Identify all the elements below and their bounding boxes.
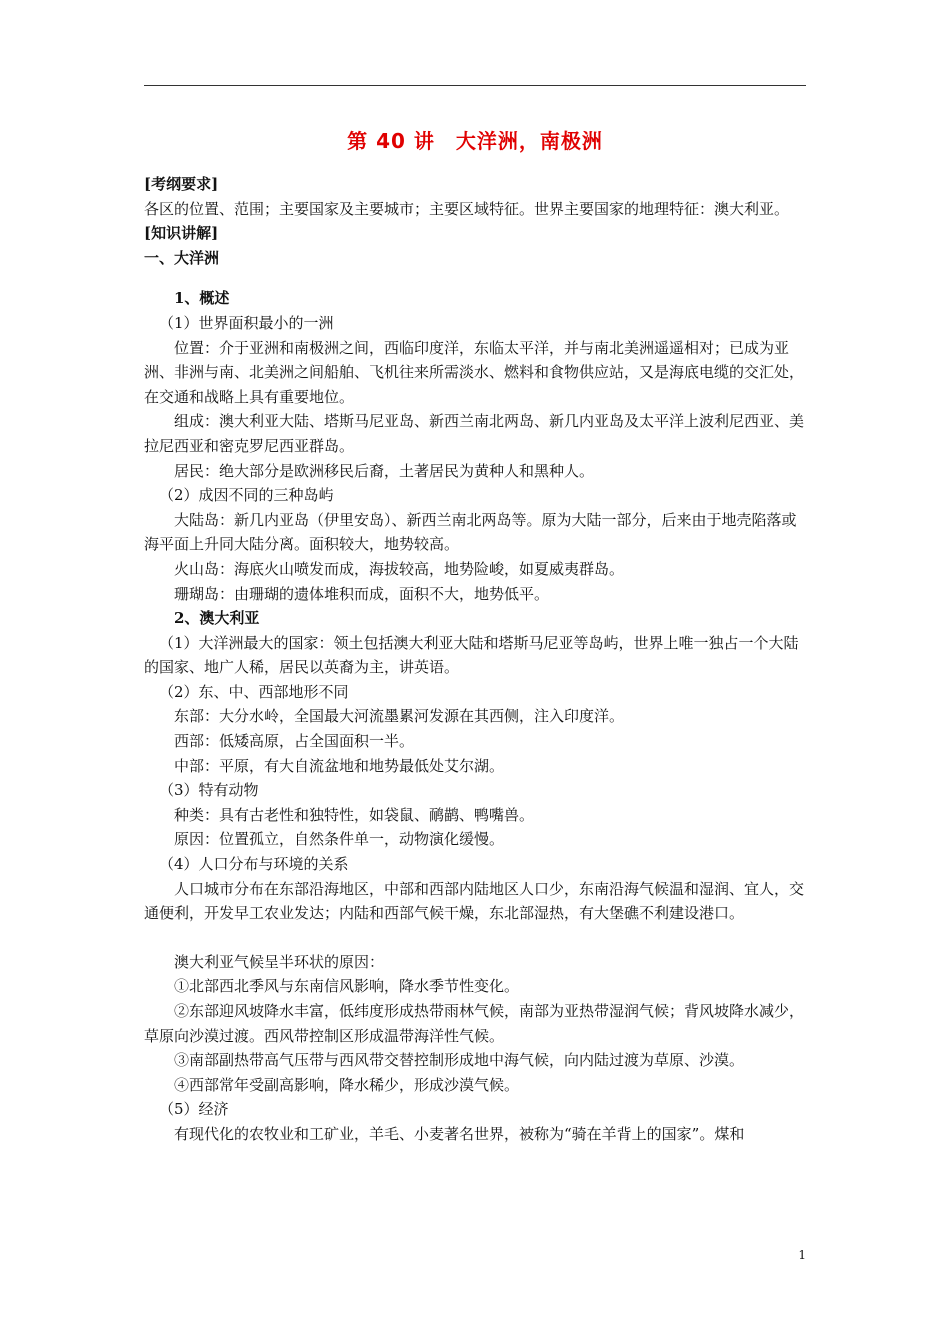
- document-body: [144, 172, 808, 1147]
- australia-central: 中部：平原，有大自流盆地和地势最低处艾尔湖。: [174, 756, 505, 775]
- page-title: 第 40 讲 大洋洲，南极洲: [347, 129, 603, 153]
- australia-p1: （1）大洋洲最大的国家：领土包括澳大利亚大陆和塔斯马尼亚等岛屿，世界上唯一独占一个大陆的国家、地广人稀，居民以英裔为主，讲英语。: [144, 633, 799, 677]
- overview-coral-island: 珊瑚岛：由珊瑚的遗体堆积而成，面积不大，地势低平。: [174, 584, 550, 603]
- overview-volcanic-island: 火山岛：海底火山喷发而成，海拔较高，地势险峻，如夏威夷群岛。: [174, 559, 625, 578]
- spacer: [144, 926, 808, 950]
- australia-west: 西部：低矮高原，占全国面积一半。: [174, 732, 415, 751]
- overview-location: 位置：介于亚洲和南极洲之间，西临印度洋，东临太平洋，并与南北美洲遥遥相对；已成为亚洲、非洲与南、北美洲之间船舶、飞机往来所需淡水、燃料和食物供应站，又是海底电缆的交汇处，在交通和战略上具有重要地位。: [144, 338, 805, 406]
- spacer: [144, 270, 808, 286]
- australia-sub4: （4）人口分布与环境的关系: [159, 855, 349, 874]
- climate-point-4: ④西部常年受副高影响，降水稀少，形成沙漠气候。: [174, 1075, 520, 1094]
- climate-intro: 澳大利亚气候呈半环状的原因：: [174, 952, 385, 971]
- overview-sub1: （1）世界面积最小的一洲: [159, 313, 334, 332]
- requirements-text: 各区的位置、范围；主要国家及主要城市；主要区域特征。世界主要国家的地理特征：澳大利亚。: [144, 199, 790, 218]
- climate-point-1: ①北部西北季风与东南信风影响，降水季节性变化。: [174, 977, 520, 996]
- overview-heading: 1、概述: [174, 289, 230, 308]
- australia-sub3: （3）特有动物: [159, 781, 259, 800]
- australia-population: 人口城市分布在东部沿海地区，中部和西部内陆地区人口少，东南沿海气候温和湿润、宜人，交通便利，开发早工农业发达；内陆和西部气候干燥，东北部湿热，有大堡礁不利建设港口。: [144, 879, 805, 923]
- australia-economy: 有现代化的农牧业和工矿业，羊毛、小麦著名世界，被称为“骑在羊背上的国家”。煤和: [174, 1124, 745, 1143]
- australia-sub2: （2）东、中、西部地形不同: [159, 682, 349, 701]
- australia-east: 东部：大分水岭，全国最大河流墨累河发源在其西侧，注入印度洋。: [174, 707, 625, 726]
- overview-continental-island: 大陆岛：新几内亚岛（伊里安岛）、新西兰南北两岛等。原为大陆一部分，后来由于地壳陷落或海平面上升同大陆分离。面积较大，地势较高。: [144, 510, 797, 554]
- part1-heading: 一、大洋洲: [144, 248, 220, 267]
- australia-heading: 2、澳大利亚: [174, 609, 260, 628]
- climate-point-2: ②东部迎风坡降水丰富，低纬度形成热带雨林气候，南部为亚热带湿润气候；背风坡降水减少，草原向沙漠过渡。西风带控制区形成温带海洋性气候。: [144, 1002, 805, 1045]
- page-number: 1: [798, 1248, 806, 1262]
- overview-sub2: （2）成因不同的三种岛屿: [159, 486, 334, 505]
- header-rule: [144, 85, 806, 86]
- climate-point-3: ③南部副热带高气压带与西风带交替控制形成地中海气候，向内陆过渡为草原、沙漠。: [174, 1051, 745, 1070]
- knowledge-heading: [知识讲解]: [144, 224, 219, 243]
- australia-reason: 原因：位置孤立，自然条件单一，动物演化缓慢。: [174, 830, 505, 849]
- requirements-heading: [考纲要求]: [144, 175, 219, 193]
- overview-composition: 组成：澳大利亚大陆、塔斯马尼亚岛、新西兰南北两岛、新几内亚岛及太平洋上波利尼西亚、美拉尼西亚和密克罗尼西亚群岛。: [144, 412, 805, 455]
- australia-species: 种类：具有古老性和独特性，如袋鼠、鸸鹋、鸭嘴兽。: [174, 805, 535, 824]
- overview-residents: 居民：绝大部分是欧洲移民后裔，土著居民为黄种人和黑种人。: [174, 461, 595, 480]
- australia-sub5: （5）经济: [159, 1100, 229, 1119]
